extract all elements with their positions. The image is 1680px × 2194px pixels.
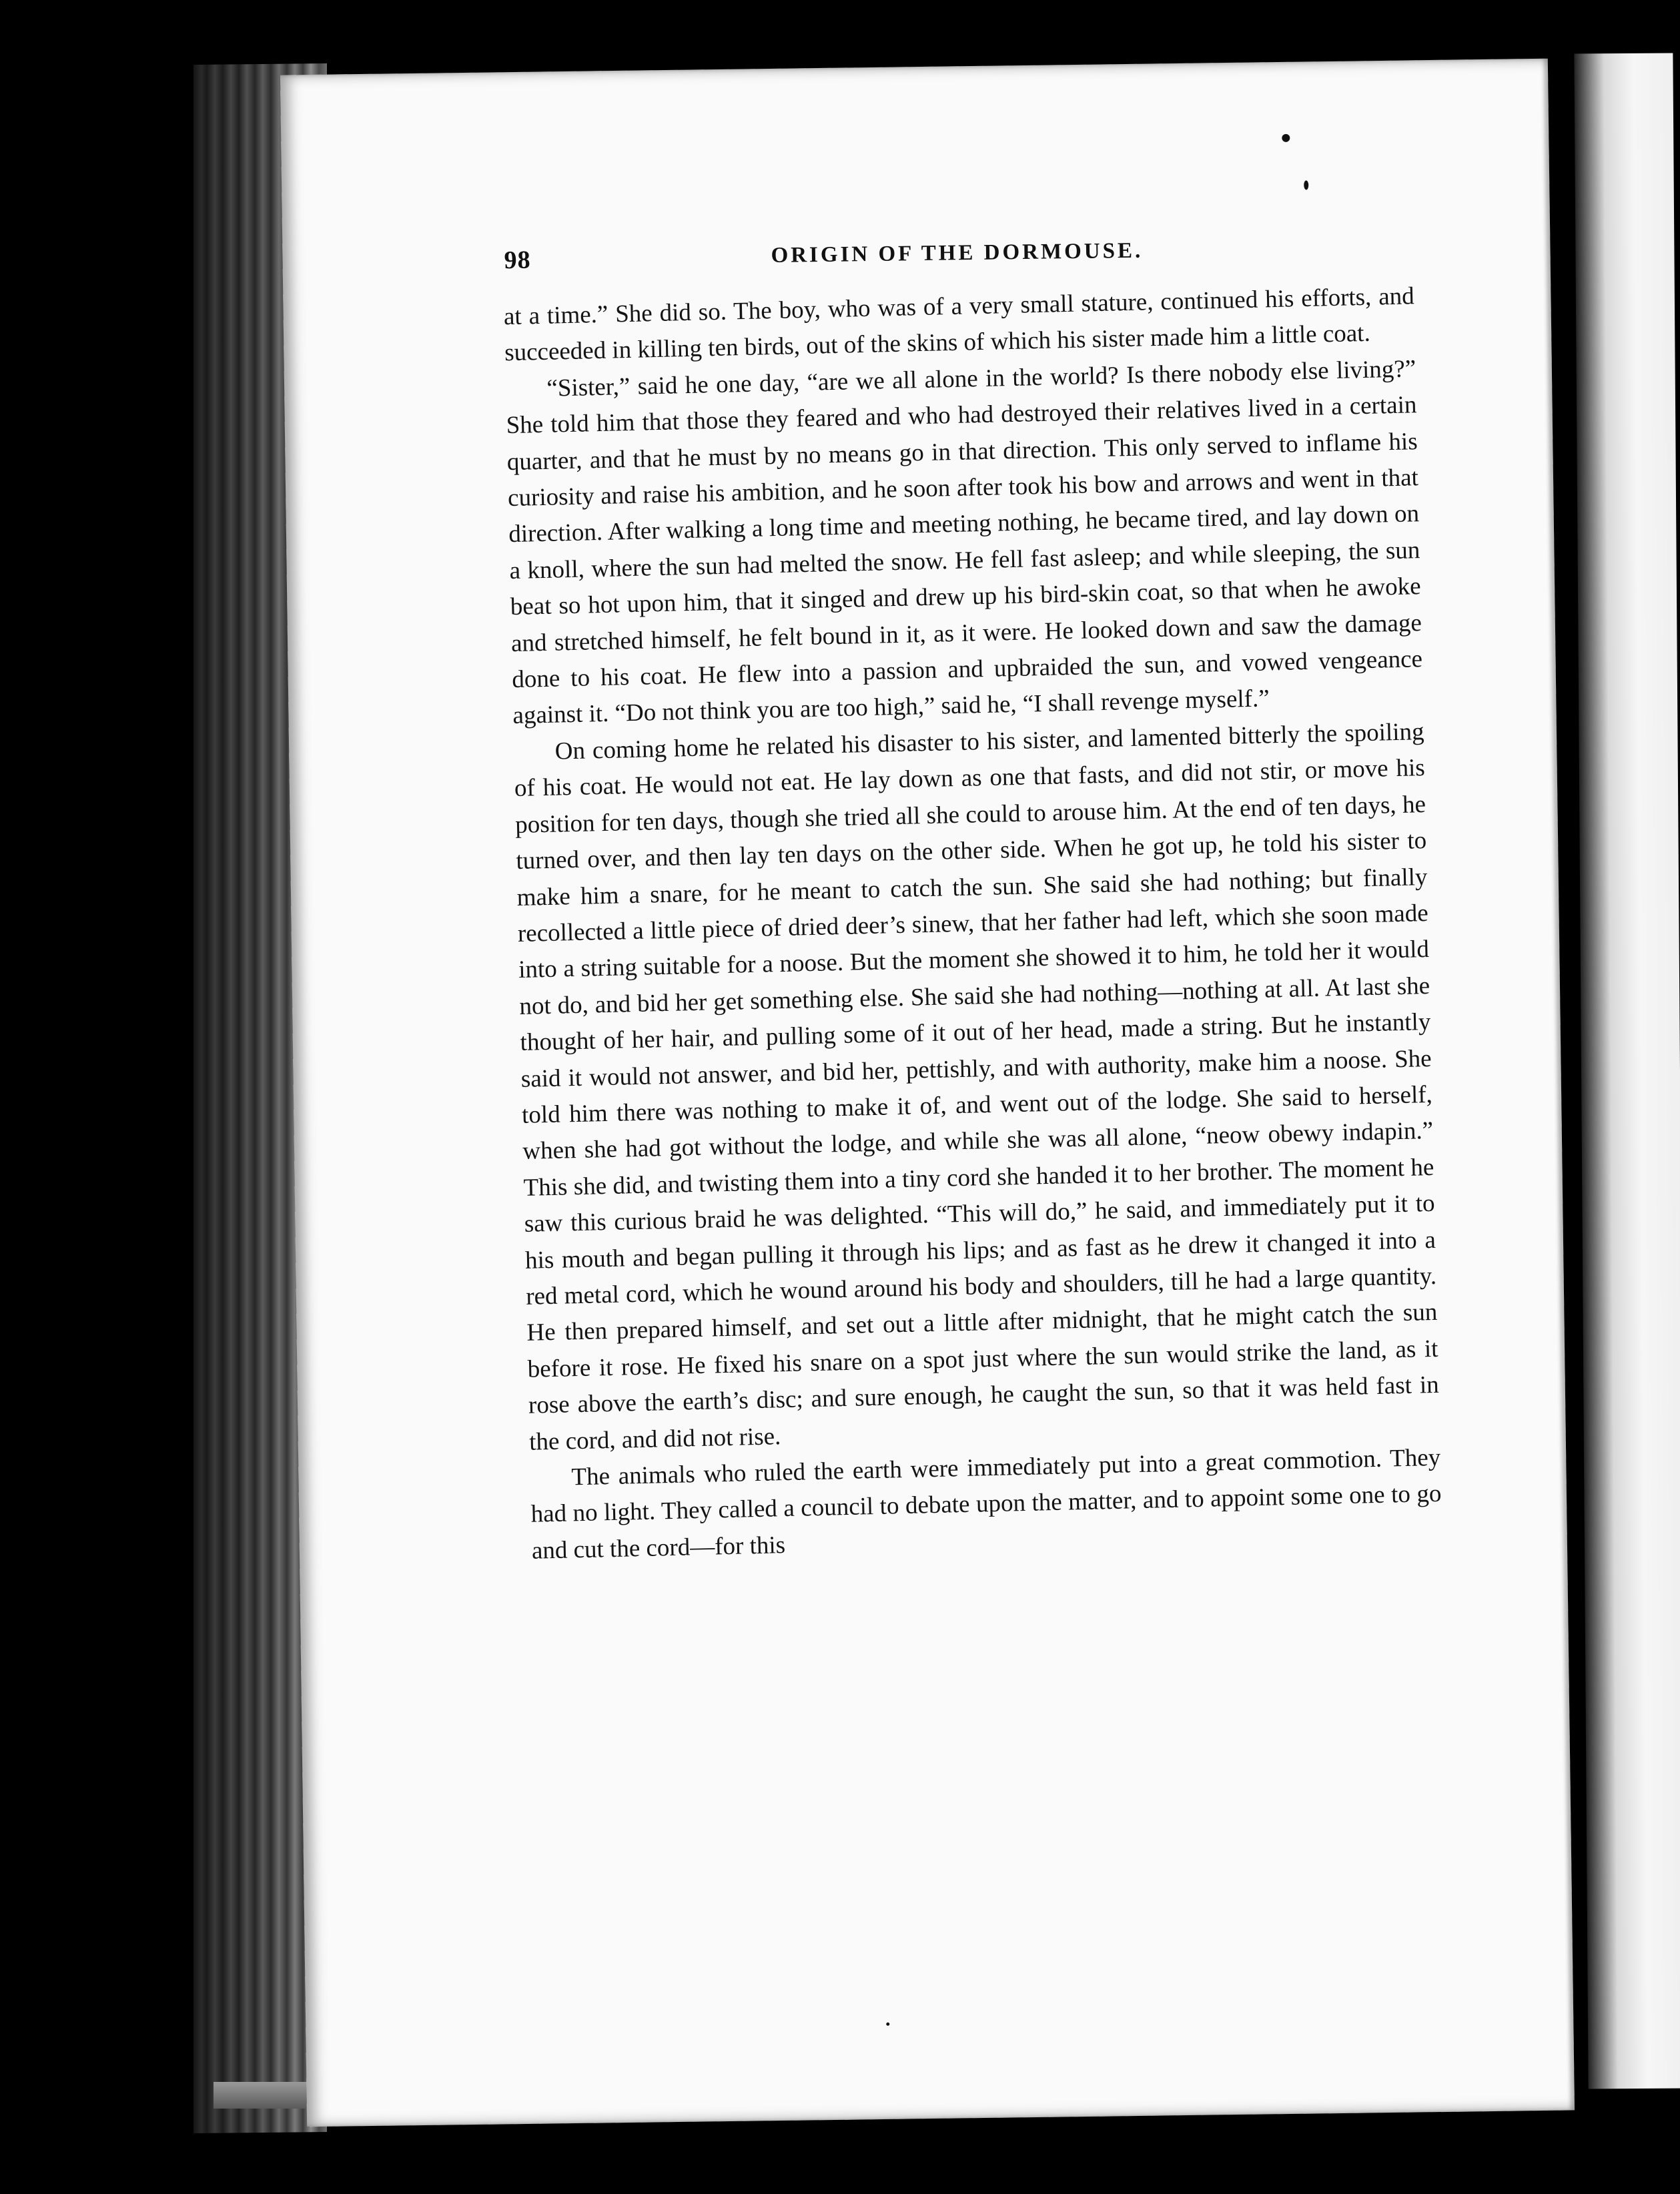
paragraph-2: “Sister,” said he one day, “are we all alone in the world? Is there nobody else living?” She told him that those they feared and who had destroyed their relatives lived in a certain quarter, and that he must by no means go in that direction. This only served to inflame his curiosity and raise his ambition, and he soon after took his bow and arrows and went in that direction. After walking a long time and meeting nothing, he became tired, and lay down on a knoll, where the sun had melted the snow. He fell fast asleep; and while sleeping, the sun beat so hot upon him, that it singed and drew up his bird-skin coat, so that when he awoke and stretched himself, he felt bound in it, as it were. He looked down and saw the damage done to his coat. He flew into a passion and upbraided the sun, and vowed vengeance against it. “Do not think you are too high,” said he, “I shall revenge myself.” bbox=[506, 355, 1423, 730]
page-header bbox=[504, 234, 1452, 286]
book-page bbox=[280, 59, 1575, 2127]
paragraph-1: at a time.” She did so. The boy, who was of a very small stature, continued his efforts, and succeeded in killing ten birds, out of the skins of which his sister made him a little coat. bbox=[503, 282, 1415, 367]
paragraph-4: The animals who ruled the earth were immediately put into a great commotion. They had no light. They called a council to debate upon the matter, and to appoint some one to go and cut the cord—for this bbox=[530, 1443, 1442, 1565]
body-text bbox=[503, 278, 1442, 1569]
page-number: 98 bbox=[504, 246, 531, 275]
paragraph-3: On coming home he related his disaster to his sister, and lamented bitterly the spoiling of his coat. He would not eat. He lay down as one that fasts, and did not stir, or move his position for ten days, though she tried all she could to arouse him. At the end of ten days, he turned over, and then lay ten days on the other side. When he got up, he told his sister to make him a snare, for he meant to catch the sun. She said she had nothing; but finally recollected a little piece of dried deer’s sinew, that her father had left, which she soon made into a string suitable for a noose. But the moment she showed it to him, he told her it would not do, and bid her get something else. She said she had nothing—nothing at all. At last she thought of her hair, and pulling some of it out of her head, made a string. But he instantly said it would not answer, and bid her, pettishly, and with authority, make him a noose. She told him there was nothing to make it of, and went out of the lodge. She said to herself, when she had got without the lodge, and while she was all alone, “neow obewy indapin.” This she did, and twisting them into a tiny cord she handed it to her brother. The moment he saw this curious braid he was delighted. “This will do,” he said, and immediately put it to his mouth and began pulling it through his lips; and as fast as he drew it changed it into a red metal cord, which he wound around his body and shoulders, till he had a large quantity. He then prepared himself, and set out a little after midnight, that he might catch the sun before it rose. He fixed his snare on a spot just where the sun would strike the land, as it rose above the earth’s disc; and sure enough, he caught the sun, so that it was held fast in the cord, and did not rise. bbox=[514, 717, 1440, 1456]
facing-page-edge bbox=[1574, 53, 1680, 2089]
page-specks bbox=[280, 59, 1548, 75]
running-head: ORIGIN OF THE DORMOUSE. bbox=[771, 238, 1144, 268]
